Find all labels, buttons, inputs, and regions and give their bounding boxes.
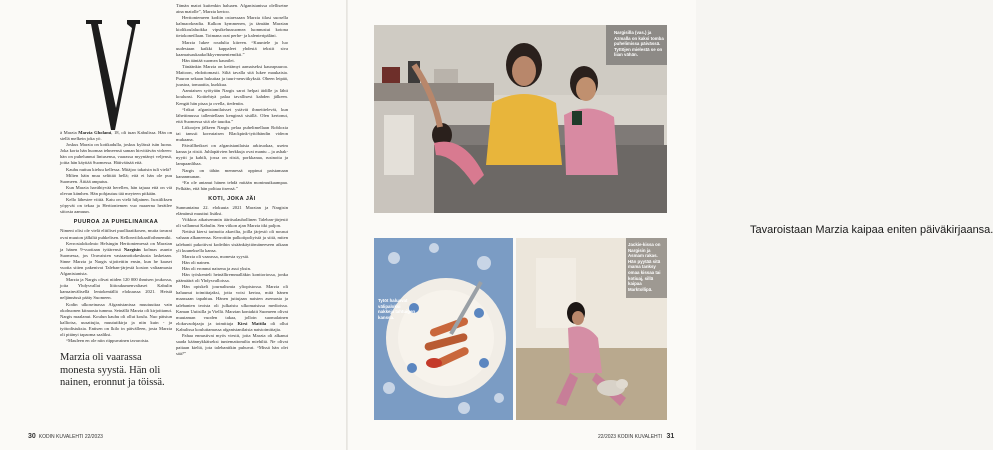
article-paragraph: Herttoniemeen kodiin ostaessaan Marzia tilasi suosella kalmaorkeadia. Kalkon kymmenen, ja tämään Marzian kiolikoulaluokka vipsikeluusuomea luonnustui kotona tietokoneillaan. Toimana orat perhe- ja kalenteripäläni. [176,15,288,39]
article-paragraph: Nargis on tähän mennessä oppinut paistamaan kananmunan. [176,167,288,179]
article-paragraph: Hän ääntää suomea kaunilei. [182,57,235,63]
article-paragraph: Aamiaisen syötyään Nargis saroi helpai äidille ja lähti koulunsi. Kotitehtyä palaa tavallisest kahden jälkeen. Kengät hän pisaa ja ovella, tiedeniin. [176,88,288,106]
pull-quote: Marzia oli vaarassa monesta syystä. Hän oli nainen, eronnut ja töissä. [60,352,165,388]
article-paragraph: Hän työskenteli heinälliremmalläkin konttoriossa, jonka päämäärä oli Yhdysvalloissa. [176,272,288,284]
page-number: 31 [666,433,675,440]
article-paragraph: Tämän matot kuitenkin haluaen. Afganistanissa olellisetne aina matolle”, Marzia kertoo. [176,3,288,15]
article-paragraph: Nettisä kiersi tarinoita akavilta, joilla järjestö oli nousut vahaan alkaneensa. Kerrottiin palkoitpoliyistä ja siitä, miten talebanit pakottivat kodeihin sisäänkäyttömäneeseen aikaan yli kuuneksella kansa. [176,229,288,253]
article-paragraph: Pahaa ennustivat myös viestit, joita Marzia oli alkanut saada käännykkäiseksi tuntemattomilta miehiltä. Ne olivat paitaan kieltä, jota talebanitkin puhuvat. “Missä hän olet sää?” [176,332,288,357]
article-paragraph: Sunnuntaina 22. elokuuta 2021 Marzian ja Nargisin elämänsä muuttui lisäksi. [176,205,288,217]
article-paragraph: Hän oli eronnut naisena ja asui yksin. [182,265,252,271]
photo-family-sofa [374,25,667,213]
article-paragraph: Päivällbeikset on afganistanilaisia arkiruokaa, useim kanaa ja riisiä. Juhlapäivien herkkuja ovat mantu – ja ashak- nyytit ja kabili, jossa on riisiä, porkkanaa, rusinoita ja lampaanlihaa. [176,143,288,167]
article-paragraph: Kerrostalokolmio Helsingin Herttoniemessä on Marzian ja hänen 9-vuotiaan tyttärensä Nargisin kolmas asunto Suomessa, jos Oravaisten vastaanottokeskusta lasketaan. Sinne Marzia ja Nargis sijoitettiin ensin, kun he kaaset vuotta sitten pakenivat Taleban-järjestä koston valtaamasta Afganistanista. [60,240,172,277]
magazine-issue: 22/2023 KODIN KUVALEHTI [598,434,663,440]
article-paragraph: Kun Marzia havähtyvää herellen, hän tajuaa että on viä olevan kämhen. Hän pohjautuu tää meyteen pitkään. [60,184,172,196]
photo-girl-cat [516,238,667,420]
article-paragraph: Kauhu nuttuu kieluu kellessa. Mitäjoo takaisin tuli vielä? [66,166,172,172]
article-paragraph: Tänäänkin Marzia on kettämyt aamaiseksi kaurapuuroa. Maitoon, ehdottomasti. Siltä tavalla sitä lukee maukaisia. Puuron sekaan hukuttaa ja tuuri-neuviikyksiä. Oheen leipää, juustoa, tomaattia, kurkkua. [176,63,288,88]
article-paragraph: Viikkoa aikaisemmin ääriisalauhollinen Taleban-järjestö oli vallannut Kabulin. Sen viikon ajan Marzia itki paljon. [176,217,288,229]
article-paragraph: “Mauleen en ole niin riippuvainen tavaroista. [66,338,150,344]
article-paragraph: Marzia lukee roudulta kiireen. “Kuuntele ja luo uudestaan kaikki kappaleet yhdestä tekstit siva kaamatsaukaakolkkyvmmentemikii.” [176,39,288,57]
article-paragraph: Joskus Marzia on kotikadulla, joskus kylässä isän luona. Joka korta hän huomaa tehneensä saman hirvittävän virheen: hän on puhelunnut lintusensa, vaarassa myyntänyt veljensä, joitta hän käyttää Suomessa. Hätivääsää että. [60,142,172,166]
folio-left [28,433,103,440]
subhead-koti: KOTI, JOKA JÄI [208,195,256,202]
article-paragraph: “Irtkut afganistamilaisset ystävät ihmetttelevät, kun lähettimussa tallentellaan kenginsä sisällä. Olen kertonut, että Suomessa sitä ole tauoku.” [176,106,288,124]
article-paragraph: Kodin ulkoseinassa Afganistanissa muutuuttaa vain okohuonen kitnaasia tumma. Seinällä Marzia oli kirjoittanut. Nargis maalanut. Koulun kauhu oli ollut koulu. Nuo pätsiun kalliotsa, uusattujia, muututikirja ja niin kuin - ja työtodistuksia. Entisen on lkilo in päivälleen, josta Marzia oli pitänyt tapaoma saaliksi. [60,301,172,337]
headline-quote: Tavaroistaan Marzia kaipaa eniten päiväkirjaansa. [750,224,993,236]
caption-plate: Tytöt haluavat välipaloksi nakkeja tahtuigen kanssa. [378,298,416,320]
photo-plate-sausages [374,238,513,420]
caption-top: Nargisilla (vas.) ja Azmalla on kaksi tomba puhelimissa päivässä. Tyttöjen mielestä se on liian vähän. [614,30,664,58]
article-paragraph: Hän opiskeli journalismia yliopistossa. Marzia oli haluunut toimittajaksi, jotta voisi kertoa, mitä hänen maassaan tapahtuu. Hänen juttujaan naisten asemasta ja talebanien teoista oli julkaistu ulkomaisissa medioissa. Kaman Uutisilla ja Viellä. Marzian kontaktit Suomeen olivat muutaman vuoden takaa, jolloin suomalainen elokuvaohjaaja ja toimittaja Kirsi Mattila oli ollut Kabulissa kouluttamassa afganistanilaisia naistoimittajia. [176,284,288,332]
dropcap-letter-v [86,20,140,130]
left-page [0,0,348,450]
article-paragraph: “En ole antanut hänen tehdä mitään monimutkaampaa. Pelkään, että hän polttaa itsensä.” [176,179,288,191]
caption-cat: Jackie-kissa on Nargisin ja Asmam rakas. Hän pyytää sitä mama tanksy omaa kissaa tai kotiuaj, sillä kaipaa Marktollipä. [628,242,661,292]
left-column [60,130,172,344]
article-paragraph: ä Marzia Marzia Gholami, 18, oli tuan Kabulissa. Hän on siellä melkein joka yö. [60,130,172,142]
right-column [176,3,288,423]
article-paragraph: Marzia oli vaarassa, monesta syystä. [182,253,250,259]
page-number: 30 [28,433,36,440]
article-paragraph: Milten häin muu selittää hellä; että ei hän ole puu Suomeen. Äitiää amputus. [60,172,172,184]
article-paragraph: Kello lähestee viittä. Kaiu on vielä hiljainen. Isosiiliksen yöpyvät on tekaa ja Herttoniemen vuo maaerna herätlee siitosta aamuun. [60,197,172,215]
magazine-issue: KODIN KUVALEHTI 22/2023 [38,434,103,440]
subhead-puuroa: PUUROA JA PUHELINAIKAA [73,219,159,226]
article-paragraph: Marzia ja Nargis olivat niiden 120 000 ihmisen joukossa, joita Yhdysvallat liittoukumenvaltaset Kabulin kansainvälisellä lentokentällä elokuussa 2021. Heistä neljännässä pääty Suomeen. [60,277,172,301]
article-paragraph: Nimeni olisi ole vielä elitiliset puolliaatikosen, mutta tavarat ovat muuton jälkiltä puhkelisen. Kellonviilokaaffoihmemiki. [60,228,172,240]
folio-right [598,433,674,440]
article-paragraph: Liikoojen jälkeen Nargis pelaa puhelimellaan Robloxia tai tanssii koreaiaisen Blackpink-tyttöbändin videon mukaana. [176,124,288,143]
article-paragraph: Hän oli nainen. [182,259,211,265]
right-page [348,0,993,450]
